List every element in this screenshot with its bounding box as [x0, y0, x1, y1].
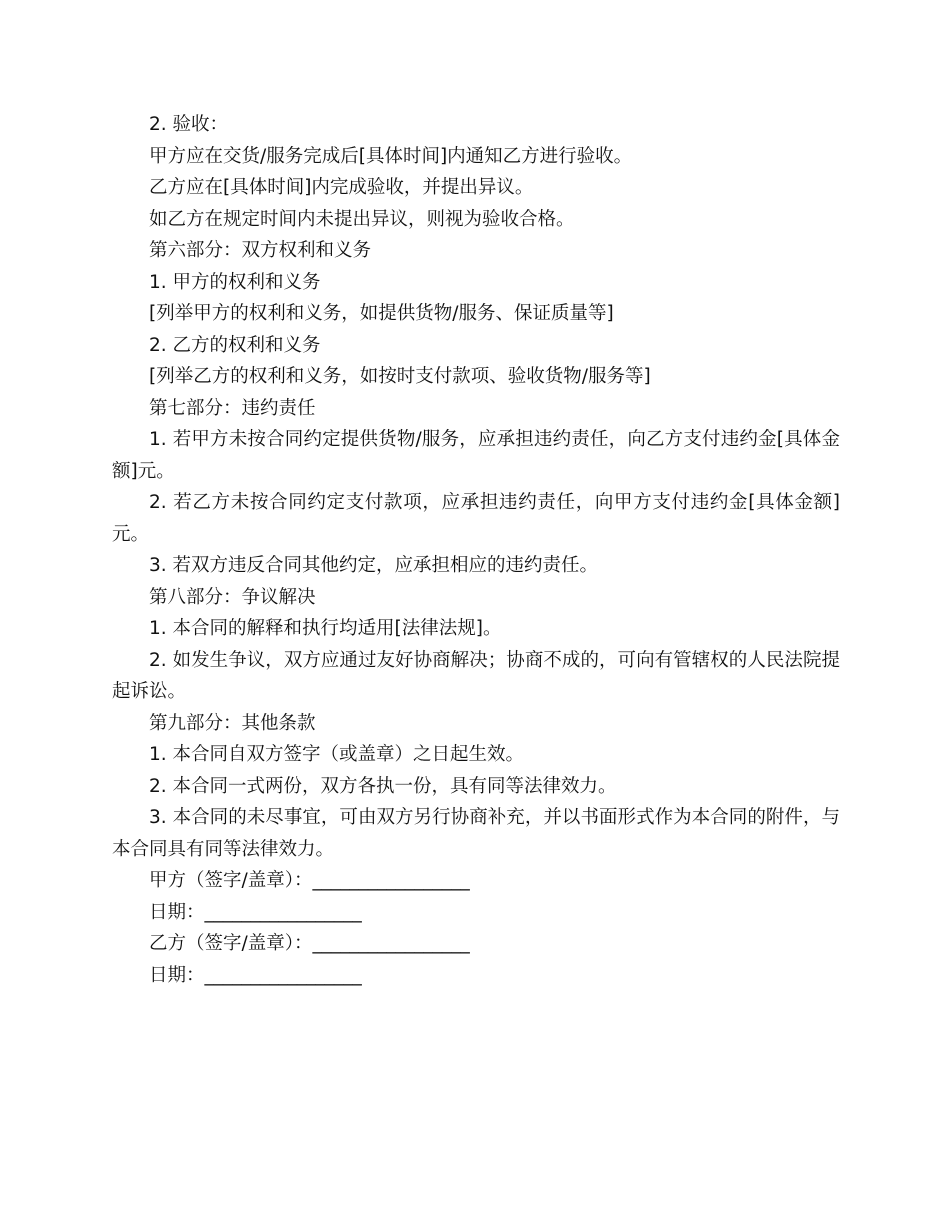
- other-clause-3: 3. 本合同的未尽事宜，可由双方另行协商补充，并以书面形式作为本合同的附件，与本合同具有同等法律效力。: [112, 807, 840, 860]
- acceptance-clause-2: 乙方应在[具体时间]内完成验收，并提出异议。: [149, 177, 534, 198]
- acceptance-clause-3: 如乙方在规定时间内未提出异议，则视为验收合格。: [149, 208, 575, 230]
- part8-title: 第八部分：争议解决: [149, 586, 316, 608]
- party-a-signature: 甲方（签字/盖章）：_________________: [149, 870, 470, 891]
- party-b-rights-text: [列举乙方的权利和义务，如按时支付款项、验收货物/服务等]: [149, 366, 651, 387]
- party-a-rights-heading: 1. 甲方的权利和义务: [149, 271, 321, 293]
- party-b-rights-heading: 2. 乙方的权利和义务: [149, 334, 321, 356]
- dispute-clause-2: 2. 如发生争议，双方应通过友好协商解决；协商不成的，可向有管辖权的人民法院提起诉讼。: [112, 649, 840, 702]
- part7-title: 第七部分：违约责任: [149, 397, 316, 419]
- penalty-clause-3: 3. 若双方违反合同其他约定，应承担相应的违约责任。: [149, 555, 599, 576]
- party-b-date: 日期：_________________: [149, 964, 362, 986]
- penalty-clause-2: 2. 若乙方未按合同约定支付款项，应承担违约责任，向甲方支付违约金[具体金额]元。: [112, 492, 840, 545]
- party-a-date: 日期：_________________: [149, 901, 362, 923]
- other-clause-1: 1. 本合同自双方签字（或盖章）之日起生效。: [149, 744, 525, 765]
- party-b-signature: 乙方（签字/盖章）：_________________: [149, 933, 470, 954]
- part9-title: 第九部分：其他条款: [149, 712, 316, 734]
- party-a-rights-text: [列举甲方的权利和义务，如提供货物/服务、保证质量等]: [149, 303, 614, 324]
- document-body: [112, 109, 840, 991]
- acceptance-heading: 2. 验收：: [149, 114, 229, 135]
- part6-title: 第六部分：双方权利和义务: [149, 240, 372, 261]
- other-clause-2: 2. 本合同一式两份，双方各执一份，具有同等法律效力。: [149, 775, 617, 797]
- acceptance-clause-1: 甲方应在交货/服务完成后[具体时间]内通知乙方进行验收。: [149, 145, 633, 167]
- dispute-clause-1: 1. 本合同的解释和执行均适用[法律法规]。: [149, 618, 502, 639]
- penalty-clause-1: 1. 若甲方未按合同约定提供货物/服务，应承担违约责任，向乙方支付违约金[具体金额]元。: [112, 429, 840, 482]
